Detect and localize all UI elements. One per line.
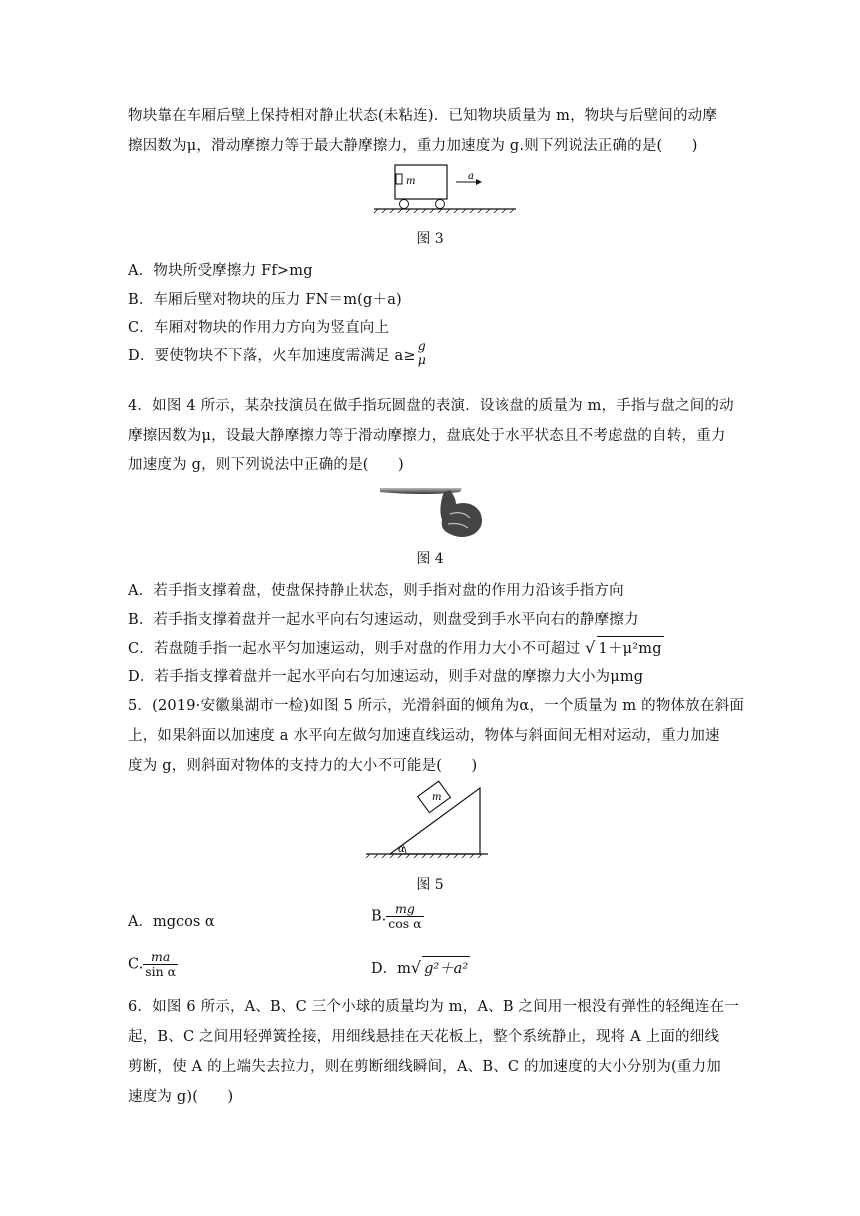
- wheel-right: [436, 200, 445, 209]
- accel-arrow-head: [476, 179, 482, 185]
- q5-option-c: C. $\frac{ma}{\text{sin α}}$: [128, 949, 177, 979]
- q4-option-c-text: C．若盘随手指一起水平匀加速运动，则手对盘的作用力大小不可超过: [128, 641, 581, 657]
- train-car-body: [395, 165, 447, 199]
- wheel-left: [400, 200, 409, 209]
- q3-stem-line-2: 擦因数为μ，滑动摩擦力等于最大静摩擦力，重力加速度为 g.则下列说法正确的是( ): [128, 138, 698, 154]
- q4-stem-line-3: 加速度为 g，则下列说法中正确的是( ): [128, 457, 404, 473]
- q4-option-c: C．若盘随手指一起水平匀加速运动，则手对盘的作用力大小不可超过 √ 1＋μ²mg: [128, 638, 662, 657]
- mass-label: m: [406, 176, 416, 187]
- q4-stem-line-2: 摩擦因数为μ，设最大静摩擦力等于滑动摩擦力，盘底处于水平状态且不考虑盘的自转，重力: [128, 428, 726, 444]
- q5-stem-line-3: 度为 g，则斜面对物体的支持力的大小不可能是( ): [128, 758, 478, 774]
- q4-option-d: D．若手指支撑着盘并一起水平向右匀加速运动，则手对盘的摩擦力大小为μmg: [128, 669, 644, 685]
- q3-option-d-text: D．要使物块不下落，火车加速度需满足 a≥: [128, 348, 416, 364]
- q6-stem-line-4: 速度为 g)( ): [128, 1089, 234, 1105]
- q4-option-c-radical: 1＋μ²mg: [597, 636, 664, 658]
- figure-4-finger-plate: [378, 484, 488, 542]
- q6-stem-line-3: 剪断，使 A 的上端失去拉力，则在剪断细线瞬间，A、B、C 的加速度的大小分别为(重力加: [128, 1059, 721, 1075]
- mass-block: [396, 174, 402, 184]
- q4-option-b: B．若手指支撑着盘并一起水平向右匀速运动，则盘受到手水平向右的静摩擦力: [128, 612, 639, 628]
- angle-label: α: [398, 844, 405, 855]
- q5-option-b-fraction: $\frac{mg}{\text{cos α}}$: [388, 901, 422, 931]
- q3-option-d-fraction: g μ: [417, 338, 427, 367]
- figure-3-train-car: [370, 162, 520, 214]
- q3-option-b: B．车厢后壁对物块的压力 FN＝m(g＋a): [128, 292, 402, 308]
- q3-stem-line-1: 物块靠在车厢后壁上保持相对静止状态(未粘连)．已知物块质量为 m，物块与后壁间的动摩: [128, 108, 718, 124]
- q3-option-c: C．车厢对物块的作用力方向为竖直向上: [128, 320, 390, 336]
- q5-option-a: A．mgcos α: [128, 914, 215, 930]
- figure-3-caption: 图 3: [416, 231, 444, 247]
- figure-5-incline: [362, 780, 492, 862]
- q5-option-d: D．m√ g²＋a²: [371, 958, 469, 977]
- q5-stem-line-1: 5．(2019·安徽巢湖市一检)如图 5 所示，光滑斜面的倾角为α，一个质量为 m 的物体放在斜面: [128, 698, 745, 714]
- q4-stem-line-1: 4．如图 4 所示，某杂技演员在做手指玩圆盘的表演．设该盘的质量为 m，手指与盘之间的动: [128, 398, 734, 414]
- q5-option-d-radical: g²＋a²: [422, 956, 470, 978]
- block-mass-label: m: [432, 792, 442, 803]
- figure-5-caption: 图 5: [416, 877, 444, 893]
- accel-label: a: [468, 171, 474, 182]
- q6-stem-line-1: 6．如图 6 所示，A、B、C 三个小球的质量均为 m，A、B 之间用一根没有弹性的轻绳连在一: [128, 999, 739, 1015]
- q5-option-c-fraction: $\frac{ma}{\text{sin α}}$: [145, 949, 177, 979]
- q6-stem-line-2: 起，B、C 之间用轻弹簧拴接，用细线悬挂在天花板上，整个系统静止，现将 A 上面的细线: [128, 1029, 720, 1045]
- q3-option-a: A．物块所受摩擦力 Ff>mg: [128, 263, 313, 279]
- q3-option-d: [128, 338, 428, 367]
- q5-option-b: B. $\frac{mg}{\text{cos α}}$: [371, 901, 422, 931]
- q5-stem-line-2: 上，如果斜面以加速度 a 水平向左做匀加速直线运动，物体与斜面间无相对运动，重力加速: [128, 728, 720, 744]
- figure-4-caption: 图 4: [416, 551, 444, 567]
- q4-option-a: A．若手指支撑着盘，使盘保持静止状态，则手指对盘的作用力沿该手指方向: [128, 583, 624, 599]
